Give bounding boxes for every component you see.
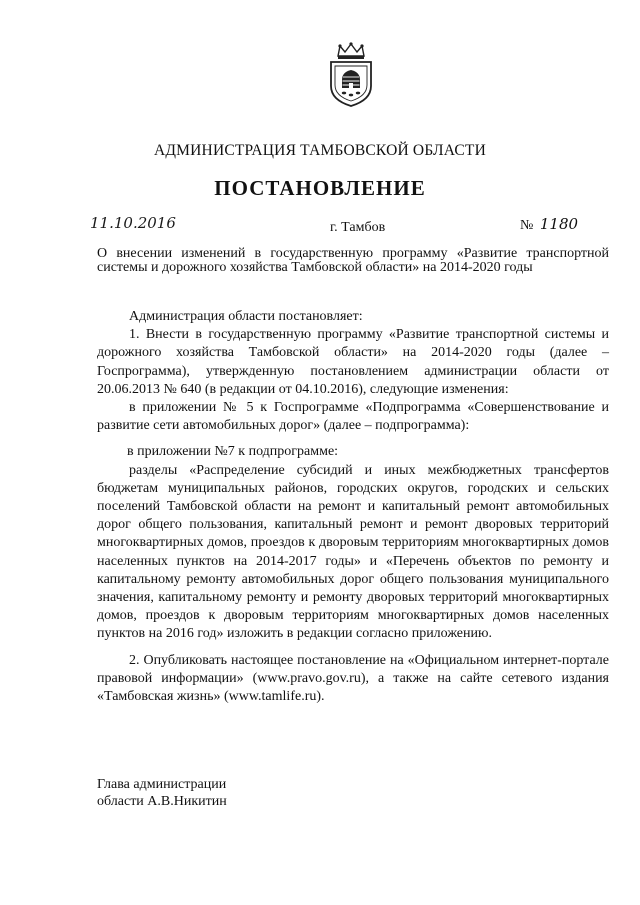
signature-block [97,776,227,810]
document-subject: О внесении изменений в государственную программу «Развитие транспортной системы и дорожного хозяйства Тамбовской области» на 2014-2020 годы [97,246,609,275]
city-name: г. Тамбов [330,220,386,235]
organization-name: АДМИНИСТРАЦИЯ ТАМБОВСКОЙ ОБЛАСТИ [154,142,486,159]
sections-paragraph: разделы «Распределение субсидий и иных межбюджетных трансфертов бюджетам муниципальных районов, городских округов, городских и сельских поселений Тамбовской области на ремонт и капитальный ремонт автомобильных дорог общего пользования, капитальный ремонт и ремонт дворовых территорий многоквартирных домов, проездов к дворовым территориям многоквартирных домов населенных пунктов на 2014-2017 годы» и «Перечень объектов по ремонту и капитальному ремонту автомобильных дорог общего пользования муниципального значения, капитальному ремонту и ремонту дворовых территорий многоквартирных домов, проездов к дворовым территориям многоквартирных домов населенных пунктов на 2016 год» изложить в редакции согласно приложению. [97,462,609,642]
intro-paragraph: Администрация области постановляет: [129,309,363,324]
signature-name: области А.В.Никитин [97,794,227,809]
number-label: № [520,218,534,233]
tambov-region-coat-of-arms-icon [326,42,376,108]
appendix-paragraph: в приложении №7 к подпрограмме: [127,444,339,460]
handwritten-date: 11.10.2016 [90,214,176,232]
item-2-paragraph: 2. Опубликовать настоящее постановление на «Официальном интернет-портале правовой информации» (www.pravo.gov.ru), а также на сайте сетевого издания «Тамбовская жизнь» (www.tamlife.ru). [97,652,609,705]
item-1-sub-paragraph: в приложении № 5 к Госпрограмме «Подпрограмма «Совершенствование и развитие сети автомобильных дорог» (далее – подпрограмма): [97,400,609,434]
item-1-paragraph: 1. Внести в государственную программу «Развитие транспортной системы и дорожного хозяйства Тамбовской области» на 2014-2020 годы (далее – Госпрограмма), утвержденную постановлением администрации области от 20.06.2013 № 640 (в редакции от 04.10.2016), следующие изменения: [97,327,609,397]
document-body [97,308,609,706]
document-number [520,215,578,234]
handwritten-number: 1180 [539,215,579,233]
signature-title: Глава администрации [97,777,227,792]
document-type-title: ПОСТАНОВЛЕНИЕ [214,176,426,200]
